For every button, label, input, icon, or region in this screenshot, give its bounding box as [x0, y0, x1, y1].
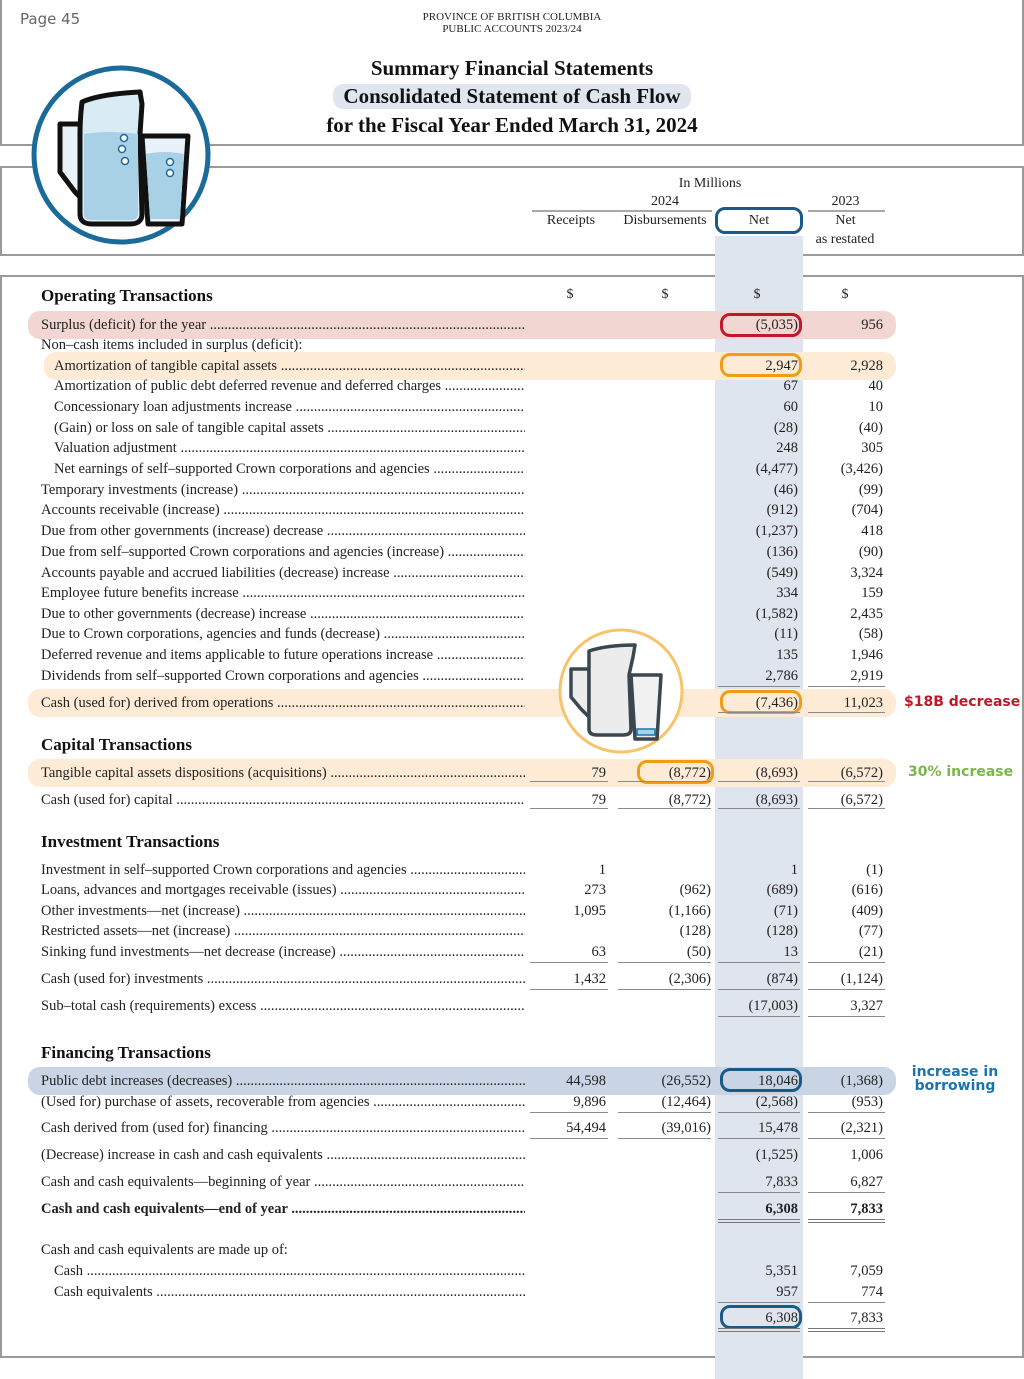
prior-value: 6,827 — [850, 1174, 883, 1190]
table-row — [0, 418, 1024, 438]
receipts-value: 9,896 — [573, 1094, 606, 1110]
receipts-value: 1 — [598, 862, 606, 878]
prior-value: 11,023 — [843, 695, 883, 711]
disbursements-value: (2,306) — [668, 971, 711, 987]
net-value: (46) — [773, 482, 798, 498]
section-financing: Financing Transactions — [41, 1043, 211, 1062]
section-capital: Capital Transactions — [41, 735, 192, 754]
row-label: Amortization of public debt deferred revenue and deferred charges ..... — [54, 376, 525, 396]
net-value: (689) — [766, 882, 798, 898]
row-label: Amortization of tangible capital assets ..... — [54, 356, 525, 376]
underline — [718, 712, 800, 713]
table-row — [0, 521, 1024, 541]
net-value: 957 — [776, 1284, 798, 1300]
prior-value: 2,928 — [850, 358, 883, 374]
net-value: 248 — [776, 440, 798, 456]
underline — [808, 989, 885, 990]
row-label: Net earnings of self–supported Crown corporations and agencies ..... — [54, 459, 525, 479]
row-label: Public debt increases (decreases) ..... — [41, 1071, 525, 1091]
disbursements-value: (39,016) — [661, 1120, 711, 1136]
table-row — [0, 1199, 1024, 1219]
currency-prior: $ — [841, 287, 849, 302]
net-value: 60 — [783, 399, 798, 415]
table-row — [0, 1071, 1024, 1094]
row-label: Cash derived from (used for) financing ..... — [41, 1118, 525, 1138]
row-label: Tangible capital assets dispositions (acquisitions) ..... — [41, 763, 525, 783]
section-operating: Operating Transactions — [41, 286, 213, 305]
underline — [808, 1138, 885, 1139]
double-underline — [718, 1328, 800, 1332]
table-row — [0, 335, 1024, 355]
prior-value: (953) — [851, 1094, 883, 1110]
table-row — [0, 969, 1024, 989]
table-row — [0, 1172, 1024, 1192]
disbursements-value: (8,772) — [668, 792, 711, 808]
net-value: (11) — [774, 626, 798, 642]
year-current: 2024 — [651, 194, 679, 209]
table-row — [0, 790, 1024, 810]
double-underline — [808, 1328, 885, 1332]
net-value: (1,237) — [755, 523, 798, 539]
prior-value: 2,435 — [850, 606, 883, 622]
underline — [808, 712, 885, 713]
col-receipts: Receipts — [546, 213, 596, 228]
table-row — [0, 1145, 1024, 1165]
row-label: Cash and cash equivalents are made up of: — [41, 1242, 288, 1258]
row-label: Cash and cash equivalents—beginning of year ..... — [41, 1172, 525, 1192]
prior-value: 2,919 — [850, 668, 883, 684]
net-value: (17,003) — [748, 998, 798, 1014]
prior-value: 10 — [868, 399, 883, 415]
net-value: (7,436) — [755, 695, 798, 711]
net-value: (2,568) — [755, 1094, 798, 1110]
prior-value: (3,426) — [840, 461, 883, 477]
prior-value: (99) — [858, 482, 883, 498]
table-row — [0, 763, 1024, 783]
total-ring — [720, 1305, 802, 1329]
disbursements-value: (50) — [686, 944, 711, 960]
underline — [808, 962, 885, 963]
prior-value: 956 — [861, 317, 883, 333]
amortization-ring — [720, 353, 802, 377]
table-row — [0, 624, 1024, 644]
underline — [718, 1192, 800, 1193]
receipts-value: 54,494 — [566, 1120, 606, 1136]
page-number: Page 45 — [20, 10, 81, 28]
prior-value: (40) — [858, 420, 883, 436]
table-row — [0, 666, 1024, 686]
table-row — [0, 1092, 1024, 1112]
prior-value: 7,059 — [850, 1263, 883, 1279]
underline — [808, 1016, 885, 1017]
row-label: Valuation adjustment ..... — [54, 438, 525, 458]
row-label: Cash ..... — [54, 1261, 525, 1281]
prior-value: (77) — [858, 923, 883, 939]
row-label: Accounts payable and accrued liabilities (decrease) increase ..... — [41, 563, 525, 583]
net-value: 15,478 — [758, 1120, 798, 1136]
row-label: Temporary investments (increase) ..... — [41, 480, 525, 500]
currency-disbursements: $ — [661, 287, 669, 302]
underline — [718, 781, 800, 782]
row-label: (Gain) or loss on sale of tangible capital assets ..... — [54, 418, 525, 438]
prior-value: (1,124) — [840, 971, 883, 987]
table-row — [0, 542, 1024, 562]
row-label: Sinking fund investments—net decrease (increase) ..... — [41, 942, 525, 962]
annotation-borrowing-line1: increase in — [911, 1064, 999, 1080]
table-row — [0, 563, 1024, 583]
table-row — [0, 315, 1024, 335]
table-row — [0, 438, 1024, 458]
underline — [808, 1112, 885, 1113]
prior-value: 7,833 — [850, 1201, 883, 1217]
underline — [618, 1112, 711, 1113]
prior-value: 40 — [868, 378, 883, 394]
currency-receipts: $ — [566, 287, 574, 302]
units-label: In Millions — [678, 176, 742, 191]
prior-value: (409) — [851, 903, 883, 919]
receipts-value: 79 — [591, 765, 606, 781]
net-value: (136) — [766, 544, 798, 560]
prior-value: 774 — [861, 1284, 883, 1300]
receipts-value: 1,432 — [573, 971, 606, 987]
row-label: Due to Crown corporations, agencies and funds (decrease) ..... — [41, 624, 525, 644]
table-row — [0, 880, 1024, 900]
row-label: Non–cash items included in surplus (deficit): — [41, 337, 303, 353]
disbursements-value: (12,464) — [661, 1094, 711, 1110]
row-label: Cash and cash equivalents—end of year ..... — [41, 1199, 525, 1219]
receipts-value: 63 — [591, 944, 606, 960]
net-value: (4,477) — [755, 461, 798, 477]
col-net-prior-restated: as restated — [815, 232, 875, 247]
row-label: Employee future benefits increase ..... — [41, 583, 525, 603]
table-row — [0, 1240, 1024, 1260]
net-value: (8,693) — [755, 792, 798, 808]
net-value: 13 — [783, 944, 798, 960]
public-debt-ring — [720, 1068, 802, 1092]
disbursements-value: (26,552) — [661, 1073, 711, 1089]
prior-value: (6,572) — [840, 765, 883, 781]
row-label: Sub–total cash (requirements) excess ..... — [41, 996, 525, 1016]
row-label: Deferred revenue and items applicable to future operations increase ..... — [41, 645, 525, 665]
col-disbursements: Disbursements — [623, 213, 707, 228]
underline — [718, 962, 800, 963]
pitcher-and-glass-icon — [30, 64, 212, 246]
underline — [618, 989, 711, 990]
annotation-ops-decrease: $18B decrease — [904, 694, 1021, 710]
table-row — [0, 1118, 1024, 1138]
prior-value: 1,006 — [850, 1147, 883, 1163]
underline — [530, 808, 608, 809]
underline — [718, 1302, 800, 1303]
annotation-borrowing — [910, 1065, 1000, 1093]
annotation-capital-increase: 30% increase — [908, 764, 1014, 780]
net-value: 135 — [776, 647, 798, 663]
row-label: Investment in self–supported Crown corporations and agencies ..... — [41, 860, 525, 880]
table-row — [0, 1308, 1024, 1328]
net-value: 5,351 — [765, 1263, 798, 1279]
row-label: Due to other governments (decrease) increase ..... — [41, 604, 525, 624]
table-row — [0, 1282, 1024, 1302]
receipts-value: 79 — [591, 792, 606, 808]
net-value: (8,693) — [755, 765, 798, 781]
double-underline — [718, 1219, 800, 1223]
net-value: (128) — [766, 923, 798, 939]
table-row — [0, 356, 1024, 376]
prior-value: (58) — [858, 626, 883, 642]
row-label: Cash (used for) capital ..... — [41, 790, 525, 810]
net-value: (874) — [766, 971, 798, 987]
title-statement-highlight: Consolidated Statement of Cash Flow — [333, 84, 690, 109]
row-label: Due from self–supported Crown corporations and agencies (increase) ..... — [41, 542, 525, 562]
row-label: (Decrease) increase in cash and cash equivalents ..... — [41, 1145, 525, 1165]
table-row — [0, 480, 1024, 500]
row-label: Loans, advances and mortgages receivable (issues) ..... — [41, 880, 525, 900]
underline — [718, 808, 800, 809]
prior-value: 3,324 — [850, 565, 883, 581]
row-label: (Used for) purchase of assets, recoverable from agencies ..... — [41, 1092, 525, 1112]
prior-value: (6,572) — [840, 792, 883, 808]
net-value: 1 — [790, 862, 798, 878]
row-label: Dividends from self–supported Crown corporations and agencies ..... — [41, 666, 525, 686]
prior-value: 418 — [861, 523, 883, 539]
net-value: (71) — [773, 903, 798, 919]
underline — [618, 781, 711, 782]
prior-value: 3,327 — [850, 998, 883, 1014]
title-fiscal-year: for the Fiscal Year Ended March 31, 2024 — [326, 113, 698, 137]
row-label: Accounts receivable (increase) ..... — [41, 500, 525, 520]
net-value: (549) — [766, 565, 798, 581]
underline — [618, 808, 711, 809]
annotation-borrowing-line2: borrowing — [914, 1078, 996, 1094]
underline — [718, 989, 800, 990]
header-province: PROVINCE OF BRITISH COLUMBIA — [422, 11, 602, 23]
table-row — [0, 397, 1024, 417]
prior-value: (21) — [858, 944, 883, 960]
underline — [530, 1138, 608, 1139]
table-row — [0, 645, 1024, 665]
net-value: (912) — [766, 502, 798, 518]
net-value: 334 — [776, 585, 798, 601]
net-value: 18,046 — [758, 1073, 798, 1089]
table-row — [0, 459, 1024, 479]
disbursements-value: (1,166) — [668, 903, 711, 919]
underline — [530, 989, 608, 990]
surplus-ring — [720, 313, 802, 337]
underline — [718, 1138, 800, 1139]
disbursements-value: (8,772) — [668, 765, 711, 781]
col-net: Net — [748, 213, 770, 228]
prior-value: (1) — [866, 862, 883, 878]
table-row — [0, 500, 1024, 520]
receipts-value: 273 — [584, 882, 606, 898]
net-total: 6,308 — [765, 1310, 798, 1326]
currency-net: $ — [753, 287, 761, 302]
underline — [618, 962, 711, 963]
row-label: Cash (used for) derived from operations ..... — [41, 693, 525, 713]
underline — [718, 686, 800, 687]
disbursements-value: (962) — [679, 882, 711, 898]
double-underline — [808, 1219, 885, 1223]
underline — [530, 781, 608, 782]
prior-value: 159 — [861, 585, 883, 601]
prior-value: (90) — [858, 544, 883, 560]
row-label: Cash (used for) investments ..... — [41, 969, 525, 989]
row-label: Restricted assets—net (increase) ..... — [41, 921, 525, 941]
underline — [808, 808, 885, 809]
table-row — [0, 376, 1024, 396]
disbursements-value: (128) — [679, 923, 711, 939]
table-row — [0, 996, 1024, 1016]
prior-value: 1,946 — [850, 647, 883, 663]
net-value: (5,035) — [755, 317, 798, 333]
header-public-accounts: PUBLIC ACCOUNTS 2023/24 — [442, 23, 582, 35]
row-label: Surplus (deficit) for the year ..... — [41, 315, 525, 335]
row-label: Concessionary loan adjustments increase ..... — [54, 397, 525, 417]
row-label: Cash equivalents ..... — [54, 1282, 525, 1302]
table-row — [0, 901, 1024, 921]
underline — [718, 1016, 800, 1017]
row-label: Other investments—net (increase) ..... — [41, 901, 525, 921]
receipts-value: 44,598 — [566, 1073, 606, 1089]
prior-value: (704) — [851, 502, 883, 518]
underline — [530, 962, 608, 963]
prior-value: (2,321) — [840, 1120, 883, 1136]
receipts-value: 1,095 — [573, 903, 606, 919]
title-summary: Summary Financial Statements — [370, 56, 654, 80]
cash-operations-ring — [720, 690, 802, 714]
table-row — [0, 942, 1024, 962]
table-row — [0, 583, 1024, 603]
table-row — [0, 693, 1024, 713]
underline — [808, 1192, 885, 1193]
prior-total: 7,833 — [850, 1310, 883, 1326]
net-value: 2,786 — [765, 668, 798, 684]
net-value: (1,582) — [755, 606, 798, 622]
table-row — [0, 604, 1024, 624]
underline — [618, 1138, 711, 1139]
net-value: 6,308 — [765, 1201, 798, 1217]
underline — [718, 1112, 800, 1113]
underline — [808, 686, 885, 687]
net-value: (1,525) — [755, 1147, 798, 1163]
empty-pitcher-and-glass-icon — [557, 627, 685, 755]
net-value: 7,833 — [765, 1174, 798, 1190]
section-investment: Investment Transactions — [41, 832, 220, 851]
net-value: (28) — [773, 420, 798, 436]
underline — [530, 1112, 608, 1113]
net-value: 2,947 — [765, 358, 798, 374]
prior-value: (1,368) — [840, 1073, 883, 1089]
table-row — [0, 1261, 1024, 1281]
net-header-ring — [715, 207, 803, 234]
col-net-prior: Net — [835, 213, 856, 228]
year-prior: 2023 — [831, 194, 860, 209]
table-row — [0, 921, 1024, 941]
net-value: 67 — [783, 378, 798, 394]
prior-value: (616) — [851, 882, 883, 898]
row-label: Due from other governments (increase) decrease ..... — [41, 521, 525, 541]
prior-value: 305 — [861, 440, 883, 456]
underline — [808, 1302, 885, 1303]
underline — [808, 781, 885, 782]
table-row — [0, 860, 1024, 880]
